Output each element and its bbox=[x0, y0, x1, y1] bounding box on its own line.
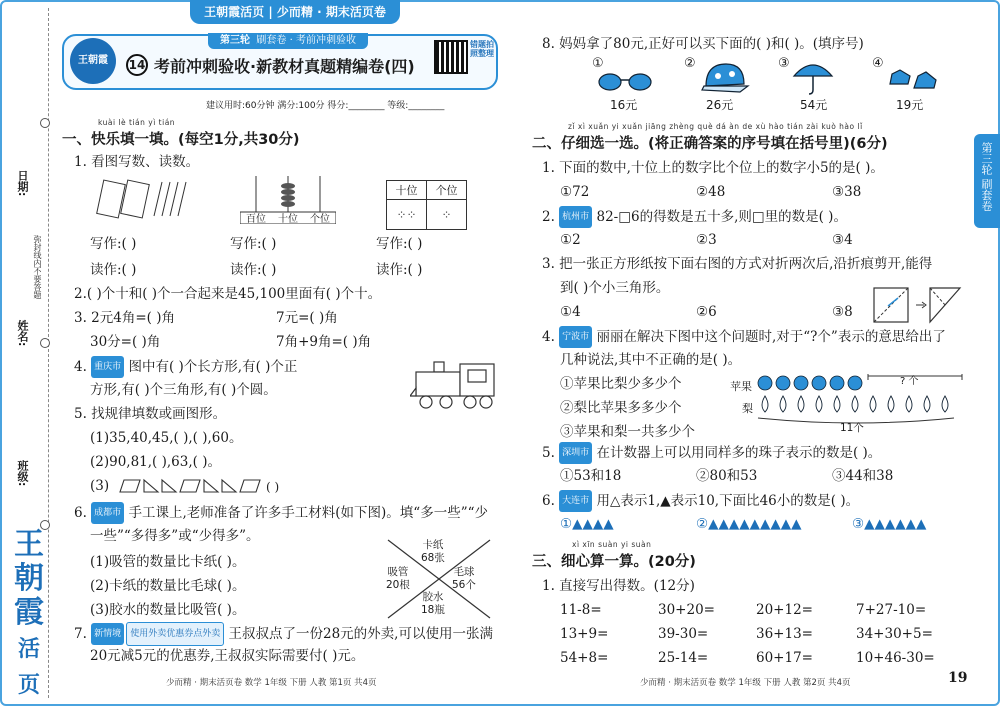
q6-line1: 6. 成都市 手工课上,老师准备了许多手工材料(如下图)。填“多一些”“少 bbox=[74, 502, 488, 524]
sunglasses-icon bbox=[596, 70, 654, 92]
q7-context-sub: 使用外卖优惠券点外卖 bbox=[126, 622, 224, 646]
brand-name: 王朝霞活页 bbox=[204, 5, 265, 19]
pv-ones-dots: ⁘ bbox=[427, 200, 467, 230]
sticks-bundles-image bbox=[96, 178, 192, 220]
round-sub: 刷套卷 · 考前冲刺验收 bbox=[256, 35, 356, 46]
series-banner: 王朝霞活页 | 少而精 · 期末活页卷 bbox=[190, 0, 400, 24]
abacus-labels bbox=[240, 210, 336, 225]
footer-left: 少而精 · 期末活页卷 数学 1年级 下册 人教 第1页 共4页 bbox=[166, 678, 377, 688]
q2-text: 2.( )个十和( )个一合起来是45,100里面有( )个十。 bbox=[74, 286, 382, 302]
q7-text-2: 20元减5元的优惠券,王叔叔实际需要付( )元。 bbox=[90, 648, 365, 664]
test-meta: 建议用时:60分钟 满分:100分 得分:________ 等级:________ bbox=[206, 101, 445, 111]
r3-opt-2: ②6 bbox=[696, 304, 717, 320]
sandals-icon bbox=[888, 62, 938, 92]
q3-d: 7角+9角=( )角 bbox=[276, 334, 372, 350]
round-side-tab: 第三轮 刷套卷 bbox=[974, 134, 1000, 228]
mat-ball-count: 56个 bbox=[452, 579, 476, 591]
r6-opt-3: ③▲▲▲▲▲▲ bbox=[852, 516, 927, 532]
pv-tens-dots: ⁘⁘ bbox=[387, 200, 427, 230]
paper-number: 14 bbox=[126, 54, 148, 76]
q1-text: 1. 看图写数、读数。 bbox=[74, 154, 200, 170]
mat-straw bbox=[386, 566, 410, 592]
series-name: 少而精 · 期末活页卷 bbox=[276, 5, 386, 19]
q8-text: 8. 妈妈拿了80元,正好可以买下面的( )和( )。(填序号) bbox=[542, 36, 864, 52]
place-value-table bbox=[386, 180, 467, 230]
r1-text: 1. 下面的数中,十位上的数字比个位上的数字小5的是( )。 bbox=[542, 160, 884, 176]
r4-opt-3: ③苹果和梨一共多少个 bbox=[560, 424, 695, 440]
r2-region-tag: 杭州市 bbox=[559, 206, 592, 228]
q5-b: (2)90,81,( ),63,( )。 bbox=[90, 454, 221, 470]
section2-heading: 二、仔细选一选。(将正确答案的序号填在括号里)(6分) bbox=[532, 136, 888, 152]
item-2-no: ② bbox=[684, 56, 696, 71]
mat-glue-label: 胶水 bbox=[422, 591, 444, 603]
calc-2-3: 36+13= bbox=[756, 626, 813, 642]
abacus-hundreds: 百位 bbox=[246, 214, 266, 225]
q5-text: 5. 找规律填数或画图形。 bbox=[74, 406, 227, 422]
q4-text-2: 方形,有( )个三角形,有( )个圆。 bbox=[90, 382, 277, 398]
total-count-label: 11个 bbox=[840, 422, 864, 434]
q4-region-tag: 重庆市 bbox=[91, 356, 124, 378]
r3-text-2: 到( )个小三角形。 bbox=[560, 280, 670, 296]
r6-line: 6. 大连市 用△表示1,▲表示10,下面比46小的数是( )。 bbox=[542, 490, 859, 512]
r4-region-tag: 宁波市 bbox=[559, 326, 592, 348]
mat-straw-count: 20根 bbox=[386, 579, 410, 591]
calc-3-2: 25-14= bbox=[658, 650, 709, 666]
pv-tens-header: 十位 bbox=[387, 181, 427, 200]
q5-c bbox=[90, 476, 109, 496]
r4-text-2: 几种说法,其中不正确的是( )。 bbox=[560, 352, 742, 368]
binding-hole bbox=[40, 338, 50, 348]
date-field: 日期: bbox=[16, 170, 29, 197]
r5-opt-1: ①53和18 bbox=[560, 468, 622, 484]
q7-context-tag: 新情境 bbox=[91, 623, 124, 645]
q6-sub-3: (3)胶水的数量比吸管( )。 bbox=[90, 602, 246, 618]
r3-opt-1: ①4 bbox=[560, 304, 581, 320]
q3-c: 30分=( )角 bbox=[90, 334, 161, 350]
footer-right: 少而精 · 期末活页卷 数学 1年级 下册 人教 第2页 共4页 bbox=[640, 678, 851, 688]
item-1-no: ① bbox=[592, 56, 604, 71]
item-2-price: 26元 bbox=[706, 98, 734, 112]
q4-line1: 4. 重庆市 图中有( )个长方形,有( )个正 bbox=[74, 356, 297, 378]
q7-text-1: 王叔叔点了一份28元的外卖,可以使用一张满 bbox=[228, 626, 493, 642]
mat-glue-count: 18瓶 bbox=[421, 604, 445, 616]
section1-pinyin: kuài lè tián yì tián bbox=[98, 118, 176, 127]
pv-ones-header: 个位 bbox=[427, 181, 467, 200]
calc-3-1: 54+8= bbox=[560, 650, 609, 666]
r1-opt-2: ②48 bbox=[696, 184, 726, 200]
umbrella-icon bbox=[790, 58, 836, 96]
mat-card-count: 68张 bbox=[421, 552, 445, 564]
q1-write-3: 写作:( ) bbox=[376, 236, 423, 252]
mat-straw-label: 吸管 bbox=[387, 566, 409, 578]
q1-write-1: 写作:( ) bbox=[90, 236, 137, 252]
section3-heading: 三、细心算一算。(20分) bbox=[532, 554, 696, 570]
cap-icon bbox=[700, 60, 750, 94]
train-image bbox=[410, 358, 498, 410]
item-3-no: ③ bbox=[778, 56, 790, 71]
q1-read-1: 读作:( ) bbox=[90, 262, 137, 278]
r6-region-tag: 大连市 bbox=[559, 490, 592, 512]
r5-opt-3: ③44和38 bbox=[832, 468, 894, 484]
q5-c-label: (3) bbox=[90, 478, 110, 494]
class-field: 班级: bbox=[16, 460, 29, 487]
q1-write-2: 写作:( ) bbox=[230, 236, 277, 252]
q3-b: 7元=( )角 bbox=[276, 310, 338, 326]
r2-opt-1: ①2 bbox=[560, 232, 581, 248]
r4-opt-2: ②梨比苹果多多少个 bbox=[560, 400, 682, 416]
q6-sub-2: (2)卡纸的数量比毛球( )。 bbox=[90, 578, 246, 594]
r3-text-1: 3. 把一张正方形纸按下面右图的方式对折两次后,沿折痕剪开,能得 bbox=[542, 256, 933, 272]
r5-region-tag: 深圳市 bbox=[559, 442, 592, 464]
page-number: 19 bbox=[948, 670, 968, 686]
q6-sub-1: (1)吸管的数量比卡纸( )。 bbox=[90, 554, 246, 570]
q6-text-2: 一些”“多得多”或“少得多”。 bbox=[90, 528, 260, 544]
q7-line1: 7. 新情境 使用外卖优惠券点外卖 王叔叔点了一份28元的外卖,可以使用一张满 bbox=[74, 622, 493, 646]
item-4-price: 19元 bbox=[896, 98, 924, 112]
q1-read-2: 读作:( ) bbox=[230, 262, 277, 278]
item-3-price: 54元 bbox=[800, 98, 828, 112]
mat-ball-label: 毛球 bbox=[453, 566, 475, 578]
qr-code-icon[interactable] bbox=[434, 40, 468, 74]
r3-opt-3: ③8 bbox=[832, 304, 853, 320]
calc-1-1: 11-8= bbox=[560, 602, 602, 618]
calc-2-2: 39-30= bbox=[658, 626, 709, 642]
r4-line: 4. 宁波市 丽丽在解决下图中这个问题时,对于“?个”表示的意思给出了 bbox=[542, 326, 946, 348]
calc-3-3: 60+17= bbox=[756, 650, 813, 666]
r5-line: 5. 深圳市 在计数器上可以用同样多的珠子表示的数是( )。 bbox=[542, 442, 881, 464]
q5-a: (1)35,40,45,( ),( ),60。 bbox=[90, 430, 243, 446]
r2-line: 2. 杭州市 82-□6的得数是五十多,则□里的数是( )。 bbox=[542, 206, 847, 228]
mat-glue bbox=[421, 591, 445, 617]
calc-2-4: 34+30+5= bbox=[856, 626, 933, 642]
q6-text-1: 手工课上,老师准备了许多手工材料(如下图)。填“多一些”“少 bbox=[128, 505, 489, 521]
r6-opt-1: ①▲▲▲▲ bbox=[560, 516, 614, 532]
q1-read-3: 读作:( ) bbox=[376, 262, 423, 278]
calc-2-1: 13+9= bbox=[560, 626, 609, 642]
r6-opt-2: ②▲▲▲▲▲▲▲▲▲ bbox=[696, 516, 802, 532]
abacus-tens: 十位 bbox=[278, 214, 298, 225]
section2-pinyin: zǐ xì xuǎn yi xuǎn jiāng zhèng què dá àn de xù hào tián zài kuò hào lǐ bbox=[568, 122, 863, 131]
brand-logo-circle: 王朝霞 bbox=[70, 38, 116, 84]
q6-region-tag: 成都市 bbox=[91, 502, 124, 524]
name-field: 姓名: bbox=[16, 320, 29, 347]
q3-a: 3. 2元4角=( )角 bbox=[74, 310, 175, 326]
r4-opt-1: ①苹果比梨少多少个 bbox=[560, 376, 682, 392]
r1-opt-1: ①72 bbox=[560, 184, 590, 200]
item-1-price: 16元 bbox=[610, 98, 638, 112]
r5-opt-2: ②80和53 bbox=[696, 468, 758, 484]
round-tag bbox=[208, 33, 368, 49]
paper-fold-diagram bbox=[872, 284, 962, 324]
qr-caption: 错题拍照整理 bbox=[470, 40, 494, 58]
mat-card bbox=[421, 539, 445, 565]
question-count-label: ? 个 bbox=[900, 376, 919, 387]
shape-pattern bbox=[118, 478, 338, 494]
mat-card-label: 卡纸 bbox=[422, 539, 444, 551]
binding-hole bbox=[40, 118, 50, 128]
section3-pinyin: xì xīn suàn yi suàn bbox=[572, 540, 652, 549]
calc-3-4: 10+46-30= bbox=[856, 650, 935, 666]
margin-brand-logo: 王 朝 霞 活页 bbox=[14, 527, 44, 698]
paper-title: 考前冲刺验收·新教材真题精编卷(四) bbox=[154, 57, 415, 76]
apple-label: 苹果 bbox=[730, 380, 752, 393]
calc-1-2: 30+20= bbox=[658, 602, 715, 618]
r2-text: 82-□6的得数是五十多,则□里的数是( )。 bbox=[596, 209, 847, 225]
section1-heading: 一、快乐填一填。(每空1分,共30分) bbox=[62, 132, 300, 148]
r5-text: 在计数器上可以用同样多的珠子表示的数是( )。 bbox=[596, 445, 882, 461]
r2-opt-3: ③4 bbox=[832, 232, 853, 248]
r4-text-1: 丽丽在解决下图中这个问题时,对于“?个”表示的意思给出了 bbox=[596, 329, 946, 345]
item-4-no: ④ bbox=[872, 56, 884, 71]
abacus-ones: 个位 bbox=[310, 214, 330, 225]
seal-notice: 弥封线内不要答题 bbox=[33, 235, 42, 299]
r2-opt-2: ②3 bbox=[696, 232, 717, 248]
r6-text: 用△表示1,▲表示10,下面比46小的数是( )。 bbox=[596, 493, 860, 509]
pear-label: 梨 bbox=[742, 402, 753, 415]
mat-ball bbox=[452, 566, 476, 592]
round-label: 第三轮 bbox=[220, 35, 251, 46]
calc-1-4: 7+27-10= bbox=[856, 602, 927, 618]
q4-text-1: 图中有( )个长方形,有( )个正 bbox=[128, 359, 298, 375]
r1-opt-3: ③38 bbox=[832, 184, 862, 200]
calc-1-3: 20+12= bbox=[756, 602, 813, 618]
svg-text:( ): ( ) bbox=[266, 480, 280, 494]
calc-subheading: 1. 直接写出得数。(12分) bbox=[542, 578, 695, 594]
